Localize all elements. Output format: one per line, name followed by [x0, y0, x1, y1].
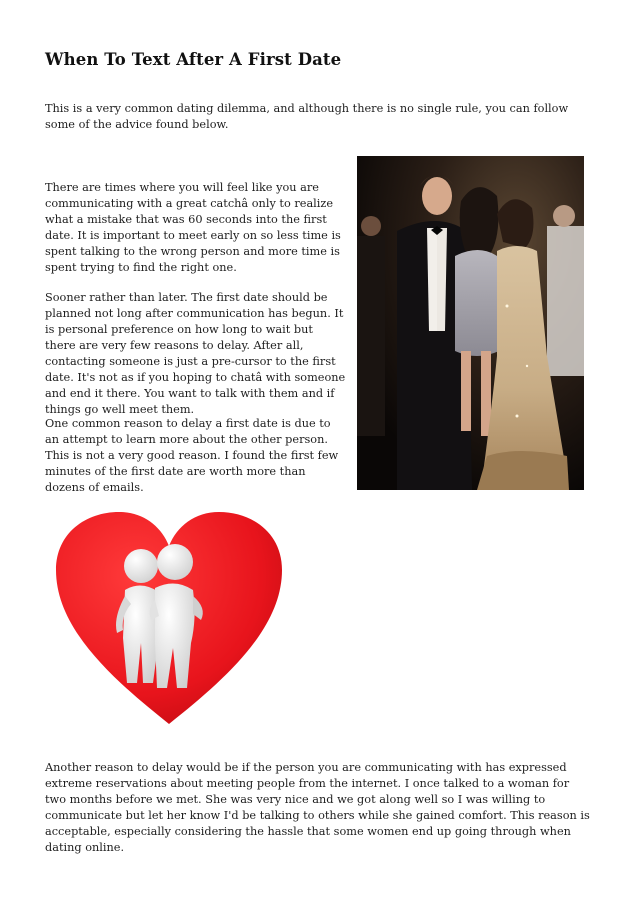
event-photo [357, 156, 584, 490]
paragraph-3: One common reason to delay a first date is due to an attempt to learn more about the other person. This is not a very good reason. I found the first few minutes of the first date are worth more than dozens of emails. [45, 417, 339, 494]
paragraph-2: Sooner rather than later. The first date should be planned not long after communication has begun. It is personal preference on how long to wait but there are very few reasons to delay. After all, contacting someone is just a pre-cursor to the first date. It's not as if you hoping to chatâ with someone and end it there. You want to talk with them and if things go well meet them. [45, 291, 346, 416]
paragraph-1: There are times where you will feel like you are communicating with a great catchâ only to realize what a mistake that was 60 seconds into the first date. It is important to meet early on so less time is spent talking to the wrong person and more time is spent trying to find the right one. [45, 181, 341, 274]
closing-paragraph: Another reason to delay would be if the person you are communicating with has expressed extreme reservations about meeting people from the internet. I once talked to a woman for two months before we met. She was very nice and we got along well so I was willing to communicate but let her know I'd be talking to others while she gained comfort. This reason is acceptable, especially considering the hassle that some women end up going through when dating online. [45, 761, 590, 854]
heart-illustration [51, 508, 287, 728]
intro-paragraph: This is a very common dating dilemma, and although there is no single rule, you can follow some of the advice found below. [45, 102, 569, 131]
page-title: When To Text After A First Date [45, 50, 342, 69]
